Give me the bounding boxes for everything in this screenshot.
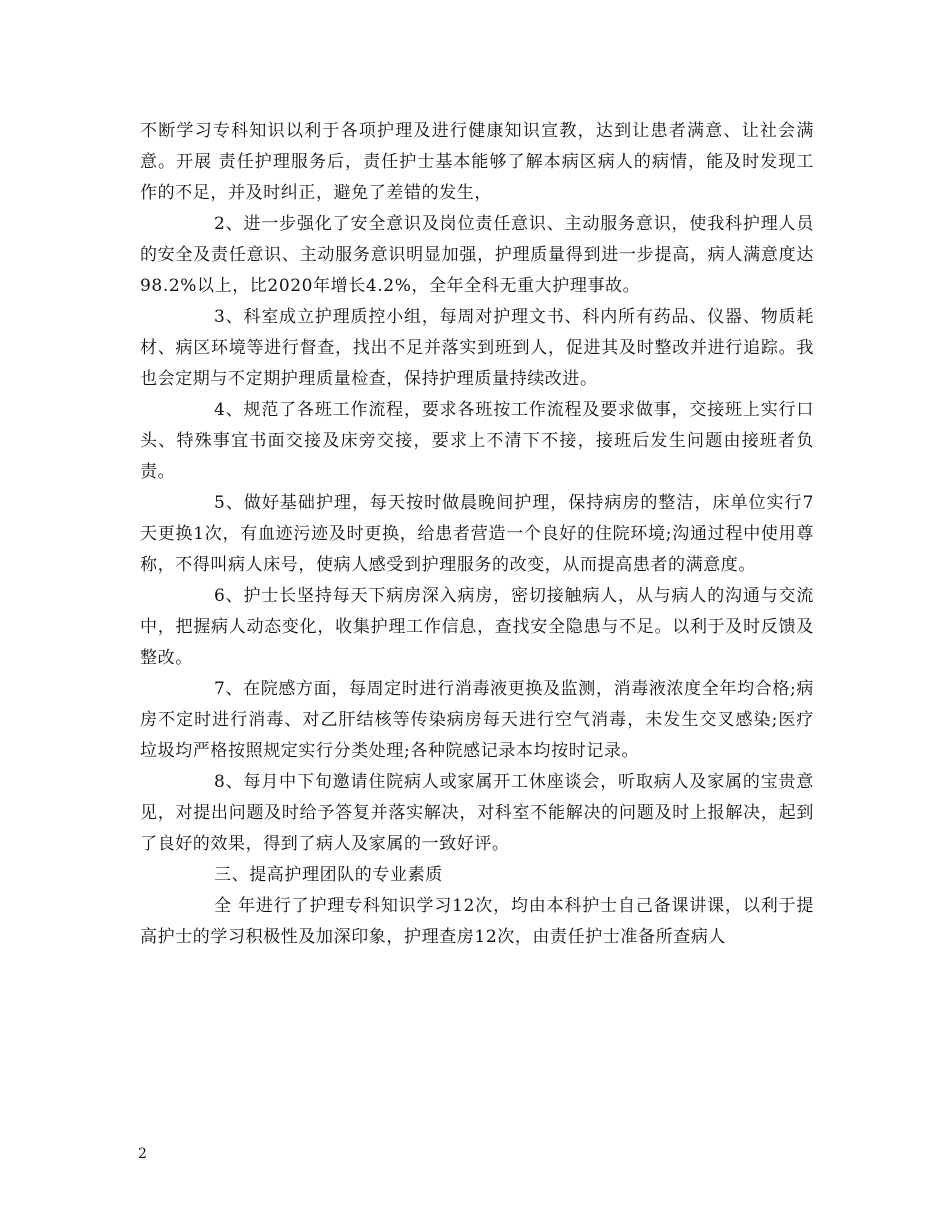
paragraph-item-4: 4、规范了各班工作流程，要求各班按工作流程及要求做事，交接班上实行口头、特殊事宜书面交接及床旁交接，要求上不清下不接，接班后发生问题由接班者负责。 [140, 400, 814, 482]
page-number: 2 [138, 1146, 147, 1162]
paragraph-item-8: 8、每月中下旬邀请住院病人或家属开工休座谈会，听取病人及家属的宝贵意见，对提出问题及时给予答复并落实解决，对科室不能解决的问题及时上报解决，起到了良好的效果，得到了病人及家属的一致好评。 [140, 772, 814, 854]
paragraph-item-7: 7、在院感方面，每周定时进行消毒液更换及监测，消毒液浓度全年均合格;病房不定时进行消毒、对乙肝结核等传染病房每天进行空气消毒，未发生交叉感染;医疗垃圾均严格按照规定实行分类处理;各种院感记录本均按时记录。 [140, 679, 814, 761]
paragraph-item-5: 5、做好基础护理，每天按时做晨晚间护理，保持病房的整洁，床单位实行7天更换1次，有血迹污迹及时更换，给患者营造一个良好的住院环境;沟通过程中使用尊称，不得叫病人床号，使病人感受到护理服务的改变，从而提高患者的满意度。 [140, 493, 814, 575]
paragraph-item-2: 2、进一步强化了安全意识及岗位责任意识、主动服务意识，使我科护理人员的安全及责任意识、主动服务意识明显加强，护理质量得到进一步提高，病人满意度达 98.2%以上，比2020年增长4.2%，全年全科无重大护理事故。 [140, 214, 814, 296]
document-body [140, 116, 814, 953]
paragraph-item-3: 3、科室成立护理质控小组，每周对护理文书、科内所有药品、仪器、物质耗材、病区环境等进行督查，找出不足并落实到班到人，促进其及时整改并进行追踪。我也会定期与不定期护理质量检查，保持护理质量持续改进。 [140, 307, 814, 389]
paragraph-training: 全 年进行了护理专科知识学习12次，均由本科护士自己备课讲课，以利于提高护士的学习积极性及加深印象，护理查房12次，由责任护士准备所查病人 [140, 896, 814, 947]
paragraph-item-6: 6、护士长坚持每天下病房深入病房，密切接触病人，从与病人的沟通与交流中，把握病人动态变化，收集护理工作信息，查找安全隐患与不足。以利于及时反馈及整改。 [140, 586, 814, 668]
section-heading: 三、提高护理团队的专业素质 [214, 865, 443, 885]
paragraph-continuation: 不断学习专科知识以利于各项护理及进行健康知识宣教，达到让患者满意、让社会满意。开展 责任护理服务后，责任护士基本能够了解本病区病人的病情，能及时发现工作的不足，并及时纠正，避免了差错的发生， [140, 121, 814, 203]
